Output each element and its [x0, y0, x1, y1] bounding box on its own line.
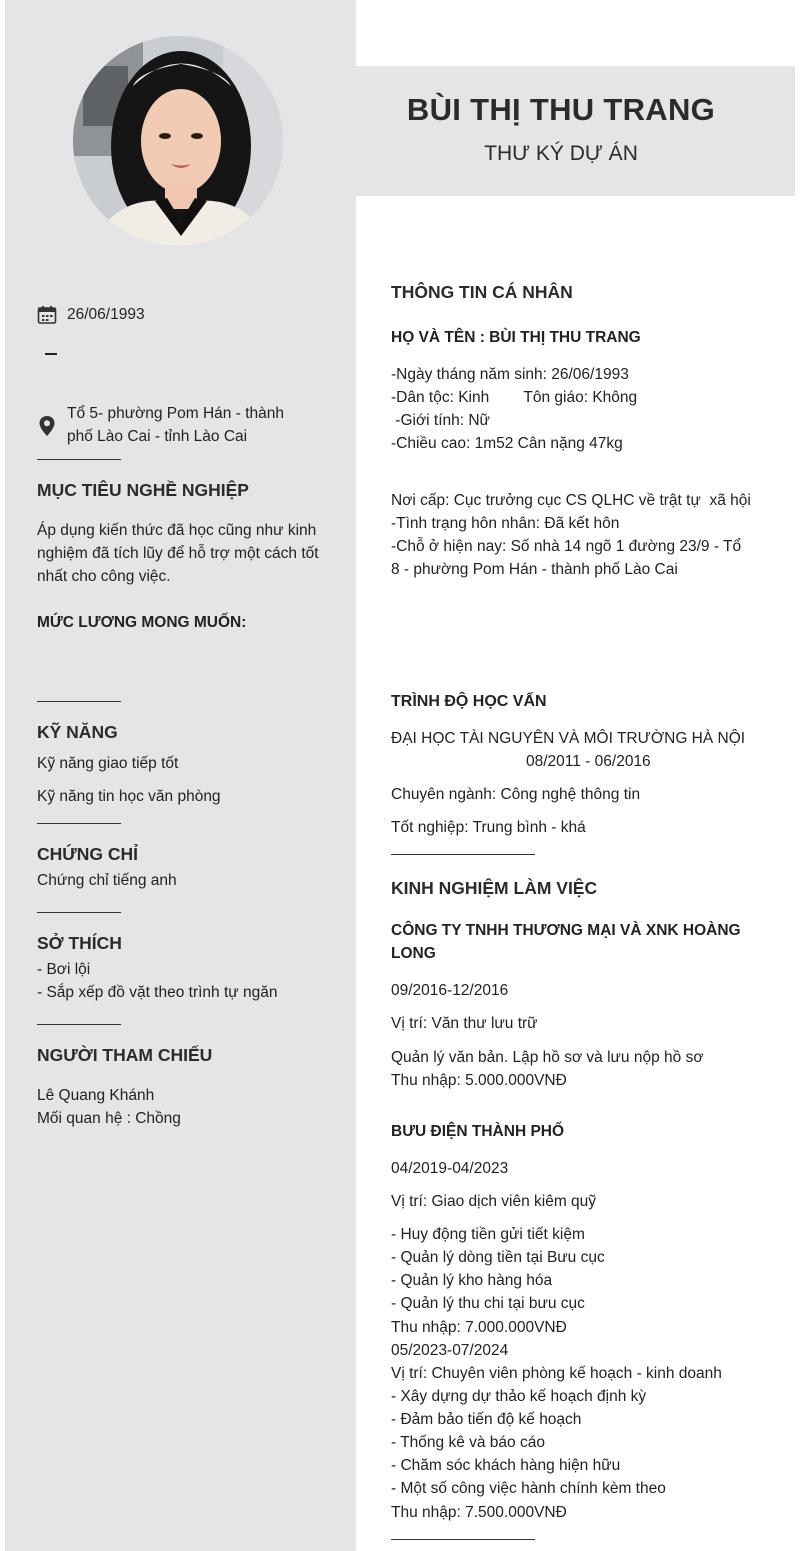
personal-line: -Chiều cao: 1m52 Cân nặng 47kg: [391, 435, 623, 452]
job2-task: - Quản lý thu chi tại bưu cục: [391, 1295, 585, 1312]
candidate-role: THƯ KÝ DỰ ÁN: [484, 142, 638, 165]
location-pin-icon: [38, 415, 56, 437]
job1-company-line-2: LONG: [391, 945, 436, 962]
section-divider: [37, 701, 121, 702]
hobby-item: - Bơi lội: [37, 961, 91, 978]
avatar-portrait-icon: [73, 36, 283, 246]
hobbies-title: SỞ THÍCH: [37, 933, 122, 953]
job3-income: Thu nhập: 7.500.000VNĐ: [391, 1504, 567, 1521]
job2-task: - Quản lý kho hàng hóa: [391, 1272, 553, 1289]
personal-line: -Chỗ ở hiện nay: Số nhà 14 ngõ 1 đường 23/9 - Tổ: [391, 538, 742, 555]
header-band: [356, 66, 795, 196]
personal-line: -Tình trạng hôn nhân: Đã kết hôn: [391, 515, 620, 532]
salary-title: MỨC LƯƠNG MONG MUỐN:: [37, 614, 247, 631]
section-divider: [391, 854, 535, 855]
calendar-icon: [37, 305, 57, 325]
section-divider: [37, 912, 121, 913]
certificates-title: CHỨNG CHỈ: [37, 844, 139, 864]
section-divider: [37, 1024, 121, 1025]
job2-task: - Huy động tiền gửi tiết kiệm: [391, 1226, 585, 1243]
avatar: [73, 36, 283, 246]
job1-description: Quản lý văn bản. Lập hồ sơ và lưu nộp hồ sơ: [391, 1049, 704, 1066]
job3-task: - Đảm bảo tiến độ kế hoạch: [391, 1411, 582, 1428]
job3-task: - Một số công việc hành chính kèm theo: [391, 1480, 666, 1497]
education-period: 08/2011 - 06/2016: [526, 753, 651, 770]
skill-item: Kỹ năng giao tiếp tốt: [37, 755, 179, 772]
skills-title: KỸ NĂNG: [37, 722, 118, 742]
objective-line-3: nhất cho công việc.: [37, 568, 171, 585]
education-grade: Tốt nghiệp: Trung bình - khá: [391, 819, 586, 836]
objective-title: MỤC TIÊU NGHỀ NGHIỆP: [37, 480, 249, 500]
job2-company: BƯU ĐIỆN THÀNH PHỐ: [391, 1123, 565, 1140]
reference-relation: Mối quan hệ : Chồng: [37, 1110, 181, 1127]
address-line-1: Tổ 5- phường Pom Hán - thành: [67, 405, 284, 422]
candidate-name: BÙI THỊ THU TRANG: [406, 92, 716, 127]
objective-line-1: Áp dụng kiến thức đã học cũng như kinh: [37, 522, 317, 539]
job3-task: - Xây dựng dự thảo kế hoạch định kỳ: [391, 1388, 647, 1405]
job2-position: Vị trí: Giao dịch viên kiêm quỹ: [391, 1193, 597, 1210]
job2-task: - Quản lý dòng tiền tại Bưu cục: [391, 1249, 605, 1266]
job3-period: 05/2023-07/2024: [391, 1342, 509, 1359]
personal-line: -Giới tính: Nữ: [391, 412, 490, 429]
fullname-line: HỌ VÀ TÊN : BÙI THỊ THU TRANG: [391, 329, 641, 346]
section-divider: [37, 459, 121, 460]
experience-title: KINH NGHIỆM LÀM VIỆC: [391, 878, 598, 898]
certificate-item: Chứng chỉ tiếng anh: [37, 872, 177, 889]
personal-line: -Dân tộc: Kinh Tôn giáo: Không: [391, 389, 638, 406]
personal-line: 8 - phường Pom Hán - thành phố Lào Cai: [391, 561, 678, 578]
section-divider: [391, 1539, 535, 1540]
reference-title: NGƯỜI THAM CHIẾU: [37, 1045, 213, 1065]
education-major: Chuyên ngành: Công nghệ thông tin: [391, 786, 641, 803]
education-school: ĐẠI HỌC TÀI NGUYÊN VÀ MÔI TRƯỜNG HÀ NỘI: [391, 730, 746, 747]
job1-company-line-1: CÔNG TY TNHH THƯƠNG MẠI VÀ XNK HOÀNG: [391, 922, 741, 939]
job3-task: - Chăm sóc khách hàng hiện hữu: [391, 1457, 621, 1474]
section-divider: [37, 823, 121, 824]
job1-period: 09/2016-12/2016: [391, 982, 509, 999]
dob-text: 26/06/1993: [67, 306, 145, 323]
objective-line-2: nghiệm đã tích lũy để hỗ trợ một cách tốt: [37, 545, 319, 562]
job1-position: Vị trí: Văn thư lưu trữ: [391, 1015, 538, 1032]
personal-line: -Ngày tháng năm sinh: 26/06/1993: [391, 366, 629, 383]
skill-item: Kỹ năng tin học văn phòng: [37, 788, 221, 805]
reference-name: Lê Quang Khánh: [37, 1087, 155, 1104]
divider-mark: [45, 353, 57, 355]
job3-task: - Thống kê và báo cáo: [391, 1434, 545, 1451]
job1-income: Thu nhập: 5.000.000VNĐ: [391, 1072, 567, 1089]
address-line-2: phố Lào Cai - tỉnh Lào Cai: [67, 428, 248, 445]
personal-info-title: THÔNG TIN CÁ NHÂN: [391, 282, 573, 302]
job3-position: Vị trí: Chuyên viên phòng kế hoạch - kinh doanh: [391, 1365, 722, 1382]
hobby-item: - Sắp xếp đồ vặt theo trình tự ngăn: [37, 984, 278, 1001]
education-title: TRÌNH ĐỘ HỌC VẤN: [391, 693, 547, 710]
personal-line: Nơi cấp: Cục trưởng cục CS QLHC về trật tự xã hội: [391, 492, 751, 509]
job2-income: Thu nhập: 7.000.000VNĐ: [391, 1319, 567, 1336]
job2-period: 04/2019-04/2023: [391, 1160, 509, 1177]
